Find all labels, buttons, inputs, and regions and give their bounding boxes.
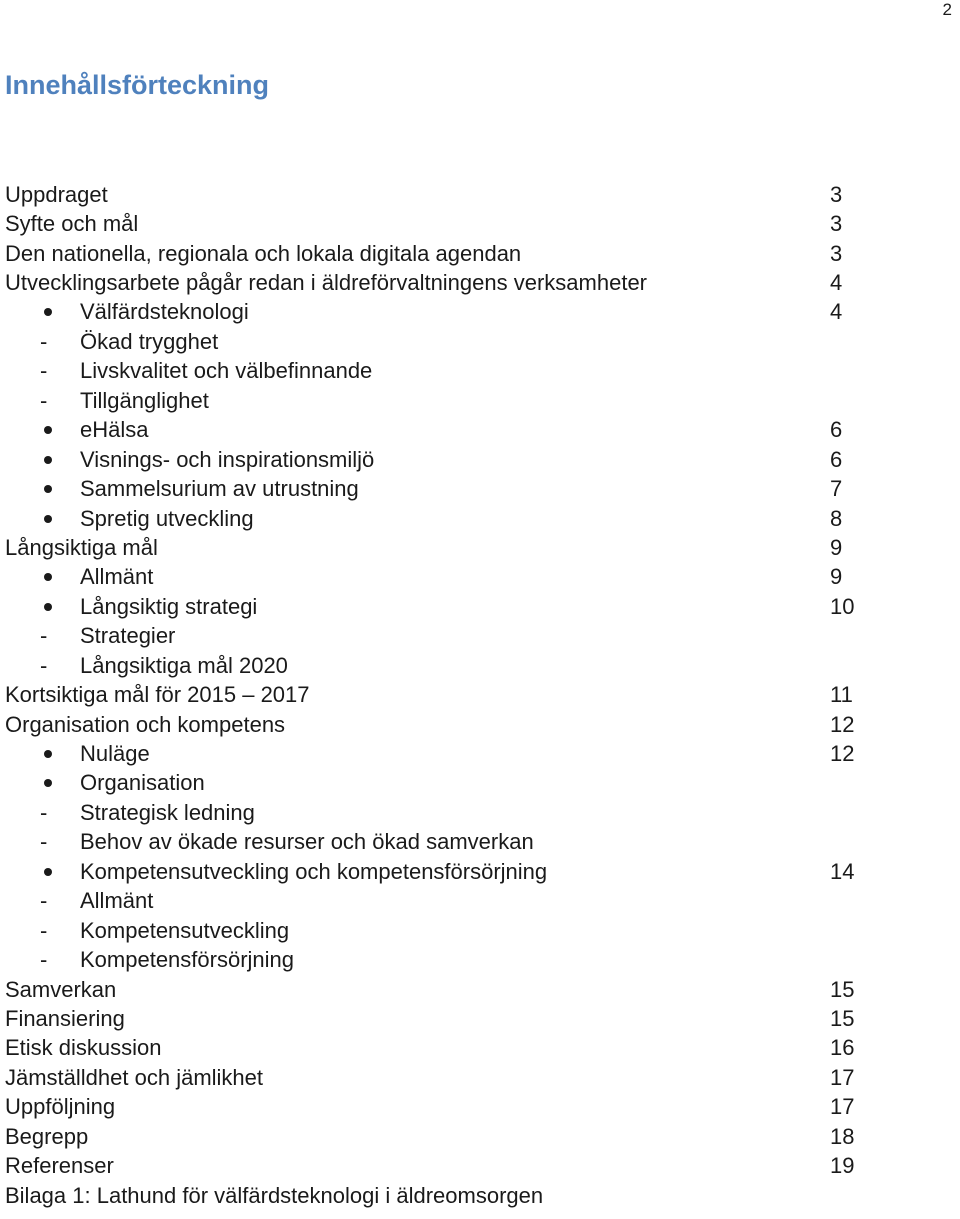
toc-entry-label: Tillgänglighet [80,387,209,413]
toc-entry-label: Allmänt [80,564,154,590]
toc-entry-page: 19 [830,1153,855,1179]
bullet-icon [40,416,52,445]
bullet-icon [40,504,52,533]
toc-entry[interactable] [0,327,900,356]
dash-icon [40,622,47,651]
toc-entry-page: 3 [830,240,843,266]
toc-entry-page: 16 [830,1035,855,1061]
toc-entry-label: Finansiering [5,1005,125,1031]
toc-entry-label: Nuläge [80,741,150,767]
dash-icon [40,887,47,916]
toc-title: Innehållsförteckning [5,70,270,100]
toc-entry[interactable] [0,1122,900,1151]
toc-entry[interactable] [0,945,900,974]
toc-entry[interactable] [0,1034,900,1063]
toc-entry-label: Uppdraget [5,181,108,207]
toc-entry[interactable] [0,533,900,562]
toc-entry-label: Ökad trygghet [80,328,219,354]
toc-entry-label: Visnings- och inspirationsmiljö [80,446,375,472]
toc-entry-label: Begrepp [5,1123,89,1149]
toc-entry-label: eHälsa [80,417,149,443]
bullet-icon [40,563,52,592]
toc-entry-label: Syfte och mål [5,211,139,237]
toc-entry[interactable] [0,209,900,238]
toc-entry-label: Kompetensförsörjning [80,947,295,973]
toc-entry-label: Utvecklingsarbete pågår redan i äldreförvaltningens verksamheter [5,270,648,296]
toc-entry-label: Uppföljning [5,1094,116,1120]
bullet-icon [40,769,52,798]
toc-entry-page: 12 [830,711,855,737]
toc-entry-page: 11 [830,682,853,708]
toc-entry-label: Strategier [80,623,176,649]
toc-entry-label: Jämställdhet och jämlikhet [5,1064,264,1090]
toc-entry-page: 4 [830,299,843,325]
toc-entry-label: Sammelsurium av utrustning [80,476,359,502]
toc-entry-label: Organisation och kompetens [5,711,286,737]
toc-entry[interactable] [0,1151,900,1180]
toc-entry[interactable] [0,239,900,268]
toc-entry-label: Bilaga 1: Lathund för välfärdsteknologi i äldreomsorgen [5,1182,544,1208]
toc-entry[interactable] [0,357,900,386]
toc-entry[interactable] [0,622,900,651]
dash-icon [40,651,47,680]
toc-entry-page: 6 [830,417,843,443]
toc-entry-page: 9 [830,534,843,560]
toc-entry-label: Den nationella, regionala och lokala digitala agendan [5,240,522,266]
toc-entry-label: Kompetensutveckling [80,917,290,943]
toc-entry-page: 4 [830,270,843,296]
toc-entry-label: Allmänt [80,888,154,914]
toc-entry[interactable] [0,680,900,709]
bullet-icon [40,445,52,474]
toc-entry[interactable] [0,857,900,886]
toc-entry[interactable] [0,769,900,798]
page-number: 2 [942,0,952,19]
toc-entry-page: 6 [830,446,843,472]
toc-entry-label: Strategisk ledning [80,799,255,825]
toc-entry-page: 9 [830,564,843,590]
toc-entry[interactable] [0,386,900,415]
dash-icon [40,357,47,386]
toc-entry-page: 10 [830,593,855,619]
toc-entry-page: 17 [830,1064,855,1090]
dash-icon [40,798,47,827]
toc-entry[interactable] [0,592,900,621]
toc-entry[interactable] [0,1004,900,1033]
toc-entry[interactable] [0,651,900,680]
toc-entry[interactable] [0,828,900,857]
toc-entry[interactable] [0,504,900,533]
toc-entry-page: 3 [830,181,843,207]
toc-entry[interactable] [0,298,900,327]
toc-entry[interactable] [0,887,900,916]
dash-icon [40,916,47,945]
bullet-icon [40,857,52,886]
toc-entry[interactable] [0,1181,900,1210]
toc-entry[interactable] [0,975,900,1004]
toc-entry[interactable] [0,710,900,739]
toc-entry-label: Kortsiktiga mål för 2015 – 2017 [5,682,310,708]
toc-entry-label: Organisation [80,770,205,796]
toc-entry-page: 18 [830,1123,855,1149]
toc-entry-label: Referenser [5,1153,114,1179]
toc-entry-page: 3 [830,211,843,237]
toc-entry[interactable] [0,416,900,445]
toc-entry[interactable] [0,180,900,209]
toc-entry[interactable] [0,739,900,768]
toc-entry-page: 12 [830,741,855,767]
bullet-icon [40,298,52,327]
toc-entry[interactable] [0,798,900,827]
toc-entry[interactable] [0,563,900,592]
toc-entry-page: 15 [830,1005,855,1031]
toc-entry-page: 15 [830,976,855,1002]
bullet-icon [40,739,52,768]
toc-entry-label: Etisk diskussion [5,1035,162,1061]
toc-entry-label: Välfärdsteknologi [80,299,249,325]
toc-entry[interactable] [0,916,900,945]
toc-entry-label: Livskvalitet och välbefinnande [80,358,373,384]
toc-entry-label: Långsiktig strategi [80,593,258,619]
bullet-icon [40,474,52,503]
toc-entry-page: 7 [830,476,843,502]
toc-entry[interactable] [0,445,900,474]
toc-entry-label: Långsiktiga mål 2020 [80,652,288,678]
toc-entry-label: Samverkan [5,976,117,1002]
toc-list [0,180,900,1210]
toc-entry-page: 8 [830,505,843,531]
dash-icon [40,945,47,974]
toc-entry-label: Långsiktiga mål [5,534,158,560]
toc-entry-page: 17 [830,1094,855,1120]
dash-icon [40,828,47,857]
toc-entry[interactable] [0,268,900,297]
bullet-icon [40,592,52,621]
toc-entry-label: Behov av ökade resurser och ökad samverkan [80,829,534,855]
toc-entry-page: 14 [830,858,855,884]
toc-entry-label: Spretig utveckling [80,505,254,531]
toc-entry-label: Kompetensutveckling och kompetensförsörjning [80,858,548,884]
dash-icon [40,327,47,356]
dash-icon [40,386,47,415]
toc-entry[interactable] [0,1063,900,1092]
toc-entry[interactable] [0,474,900,503]
toc-entry[interactable] [0,1093,900,1122]
